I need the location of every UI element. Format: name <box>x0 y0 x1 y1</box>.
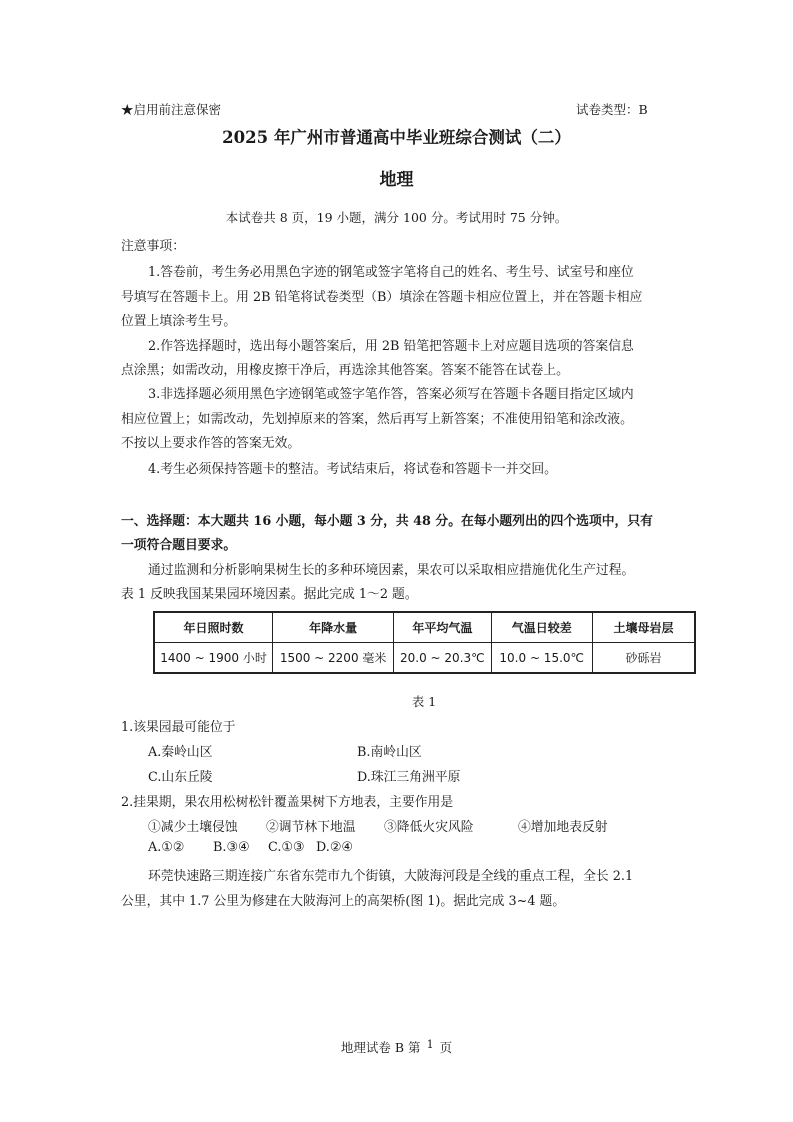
table-header-cell: 年平均气温 <box>394 612 491 643</box>
option-d: D.②④ <box>316 840 353 855</box>
table-cell: 1500 ~ 2200 毫米 <box>273 643 394 674</box>
notice-line: 3.非选择题必须用黑色字迹钢笔或签字笔作答，答案必须写在答题卡各题目指定区域内 <box>148 387 634 402</box>
notice-line: 4.考生必须保持答题卡的整洁。考试结束后，将试卷和答题卡一并交回。 <box>148 462 557 477</box>
question-stem: 1.该果园最可能位于 <box>121 720 236 735</box>
notice-line: 号填写在答题卡上。用 2B 铅笔将试卷类型（B）填涂在答题卡相应位置上，并在答题卡相应 <box>121 290 643 305</box>
notice-heading: 注意事项： <box>121 239 185 254</box>
paper-type-label: 试卷类型：B <box>576 102 648 117</box>
footer-suffix: 页 <box>439 1040 453 1055</box>
notice-line: 相应位置上；如需改动，先划掉原来的答案，然后再写上新答案；不准使用铅笔和涂改液。 <box>121 412 633 427</box>
page-footer <box>0 1038 793 1056</box>
footer-prefix: 地理试卷 B 第 <box>340 1040 421 1055</box>
notice-line: 2.作答选择题时，选出每小题答案后，用 2B 铅笔把答题卡上对应题目选项的答案信息 <box>148 339 634 354</box>
option-c: C.①③ <box>268 840 305 855</box>
table-header-cell: 年降水量 <box>273 612 394 643</box>
option-d: D.珠江三角洲平原 <box>357 770 461 785</box>
table-row <box>154 643 695 674</box>
option-b: B.南岭山区 <box>357 745 422 760</box>
table-cell: 20.0 ~ 20.3℃ <box>394 643 491 674</box>
passage-text: 环莞快速路三期连接广东省东莞市九个街镇，大陂海河段是全线的重点工程，全长 2.1 <box>148 869 634 884</box>
notice-line: 位置上填涂考生号。 <box>121 314 237 329</box>
environment-table <box>153 611 696 674</box>
section-heading: 一项符合题目要求。 <box>121 538 237 553</box>
statement-item: ①减少土壤侵蚀 <box>148 820 238 835</box>
table-cell: 砂砾岩 <box>592 643 695 674</box>
passage-text: 通过监测和分析影响果树生长的多种环境因素，果农可以采取相应措施优化生产过程。 <box>148 563 635 578</box>
option-b: B.③④ <box>213 840 250 855</box>
exam-title: 2025 年广州市普通高中毕业班综合测试（二） <box>222 128 571 147</box>
passage-text: 公里，其中 1.7 公里为修建在大陂海河上的高架桥(图 1)。据此完成 3~4 题。 <box>121 894 566 909</box>
notice-line: 不按以上要求作答的答案无效。 <box>121 436 301 451</box>
exam-intro: 本试卷共 8 页，19 小题，满分 100 分。考试用时 75 分钟。 <box>225 210 568 225</box>
option-c: C.山东丘陵 <box>148 770 213 785</box>
notice-line: 1.答卷前，考生务必用黑色字迹的钢笔或签字笔将自己的姓名、考生号、试室号和座位 <box>148 265 634 280</box>
table-header-cell: 土壤母岩层 <box>592 612 695 643</box>
section-heading: 一、选择题：本大题共 16 小题，每小题 3 分，共 48 分。在每小题列出的四个选项中，只有 <box>121 514 653 529</box>
question-stem: 2.挂果期，果农用松树松针覆盖果树下方地表，主要作用是 <box>121 795 454 810</box>
statement-item: ③降低火灾风险 <box>384 820 474 835</box>
table-header-row <box>154 612 695 643</box>
statement-item: ④增加地表反射 <box>518 820 608 835</box>
page-number: 1 <box>426 1038 434 1051</box>
table-caption: 表 1 <box>411 694 437 709</box>
notice-line: 点涂黑；如需改动，用橡皮擦干净后，再选涂其他答案。答案不能答在试卷上。 <box>121 363 569 378</box>
table-header-cell: 气温日较差 <box>491 612 592 643</box>
passage-text: 表 1 反映我国某果园环境因素。据此完成 1～2 题。 <box>121 587 418 602</box>
statement-item: ②调节林下地温 <box>266 820 356 835</box>
option-a: A.①② <box>148 840 185 855</box>
table-cell: 10.0 ~ 15.0℃ <box>491 643 592 674</box>
confidential-label: ★启用前注意保密 <box>121 102 222 117</box>
table-cell: 1400 ~ 1900 小时 <box>154 643 273 674</box>
subject-title: 地理 <box>379 170 414 190</box>
option-a: A.秦岭山区 <box>148 745 213 760</box>
table-header-cell: 年日照时数 <box>154 612 273 643</box>
